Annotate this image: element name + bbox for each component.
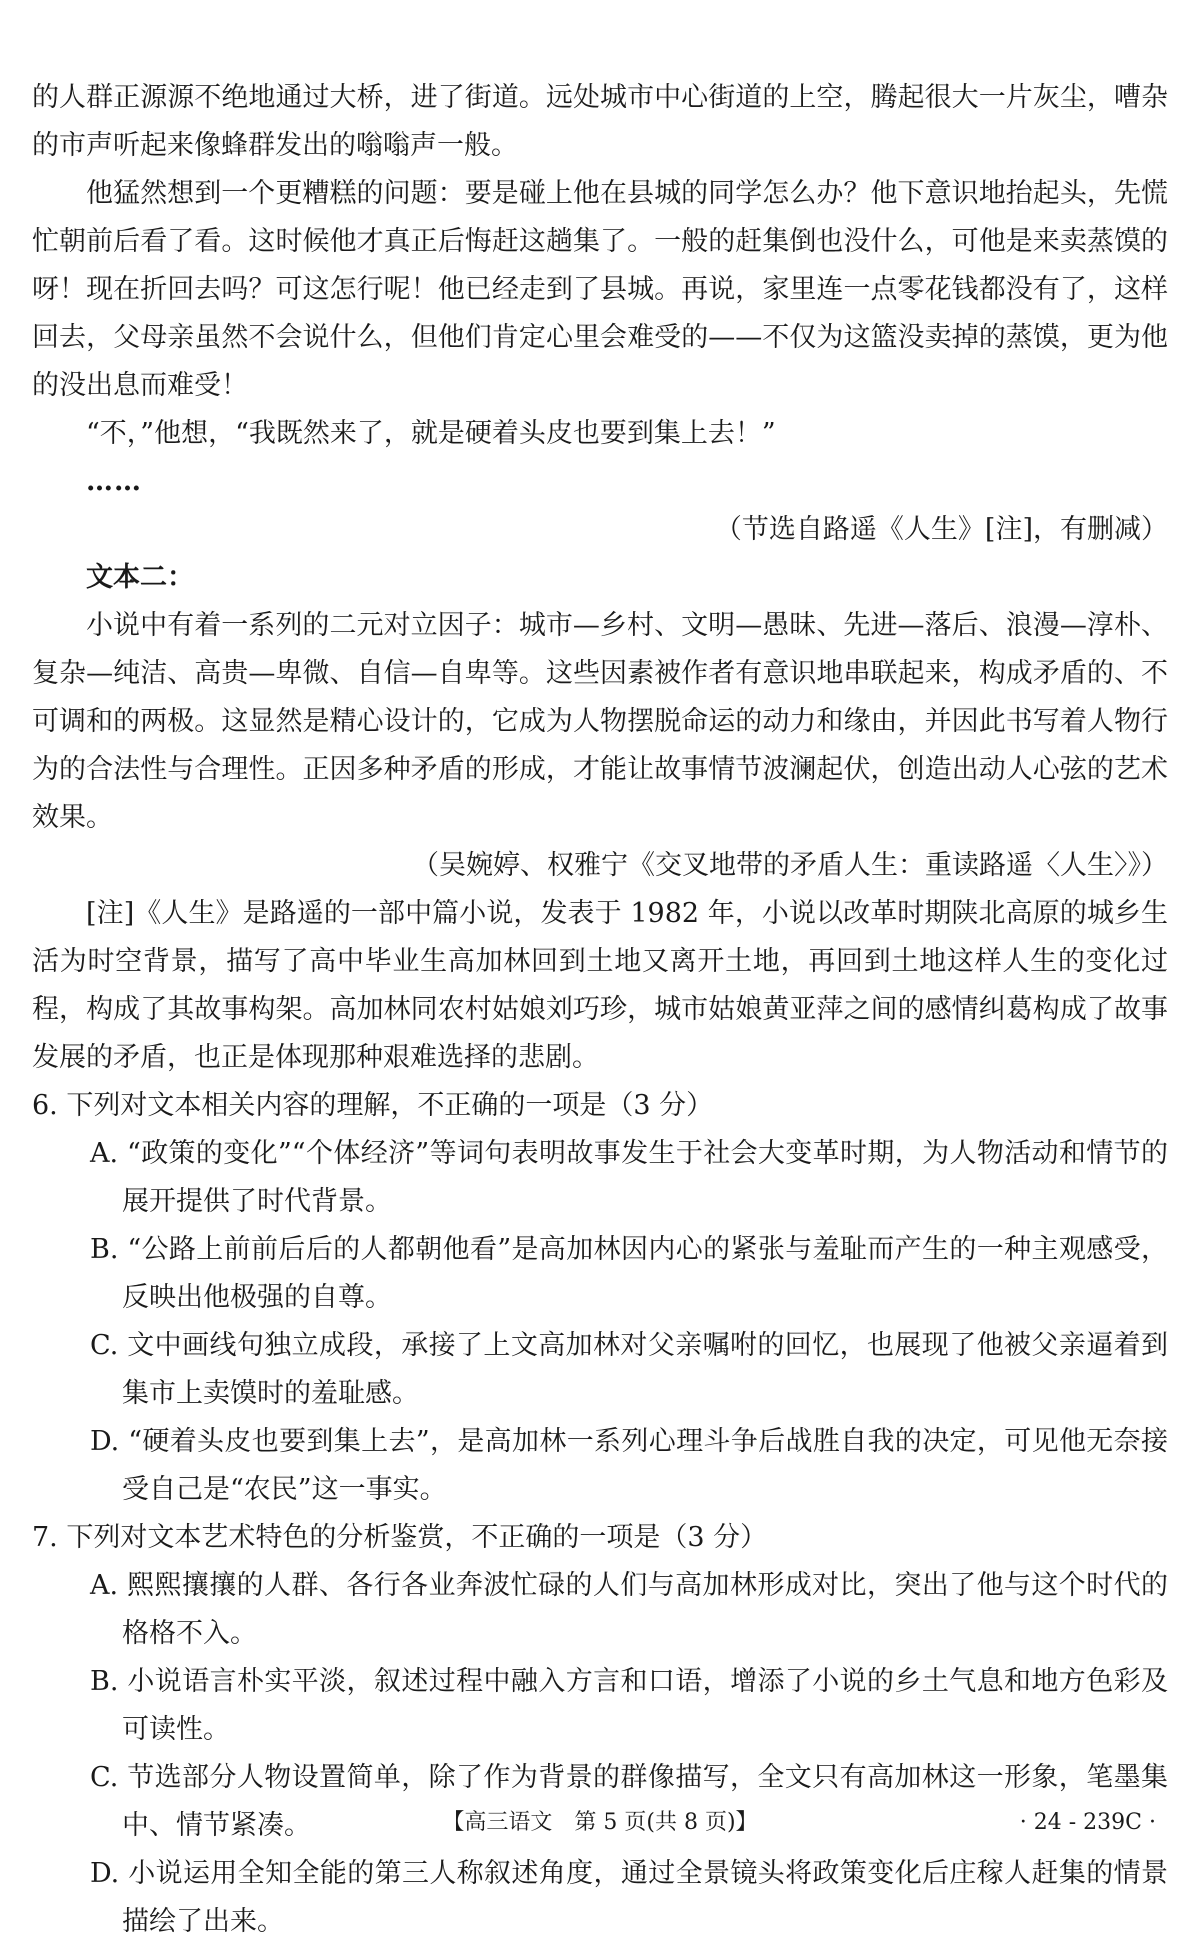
text2-heading: 文本二：	[86, 562, 194, 593]
passage-paragraph-3: “不，”他想，“我既然来了，就是硬着头皮也要到集上去！”	[86, 418, 776, 449]
question-6	[32, 1082, 1168, 1514]
passage-paragraph-2: 他猛然想到一个更糟糕的问题：要是碰上他在县城的同学怎么办？他下意识地抬起头，先慌忙朝前后看了看。这时候他才真正后悔赶这趟集了。一般的赶集倒也没什么，可他是来卖蒸馍的呀！现在折回去吗？可这怎行呢！他已经走到了县城。再说，家里连一点零花钱都没有了，这样回去，父母亲虽然不会说什么，但他们肯定心里会难受的——不仅为这篮没卖掉的蒸馍，更为他的没出息而难受！	[32, 178, 1168, 401]
question-6-stem: 6. 下列对文本相关内容的理解，不正确的一项是（3 分）	[32, 1090, 714, 1121]
page-footer	[0, 1803, 1200, 1843]
passage-paragraph-1: 的人群正源源不绝地通过大桥，进了街道。远处城市中心街道的上空，腾起很大一片灰尘，嘈杂的市声听起来像蜂群发出的嗡嗡声一般。	[32, 82, 1168, 161]
question-7-option-c: C. 节选部分人物设置简单，除了作为背景的群像描写，全文只有高加林这一形象，笔墨集中、情节紧凑。	[90, 1762, 1168, 1841]
question-7	[32, 1514, 1168, 1946]
exam-page	[32, 74, 1168, 1946]
text2-body: 小说中有着一系列的二元对立因子：城市—乡村、文明—愚昧、先进—落后、浪漫—淳朴、复杂—纯洁、高贵—卑微、自信—自卑等。这些因素被作者有意识地串联起来，构成矛盾的、不可调和的两极。这显然是精心设计的，它成为人物摆脱命运的动力和缘由，并因此书写着人物行为的合法性与合理性。正因多种矛盾的形成，才能让故事情节波澜起伏，创造出动人心弦的艺术效果。	[32, 610, 1168, 833]
question-7-option-a: A. 熙熙攘攘的人群、各行各业奔波忙碌的人们与高加林形成对比，突出了他与这个时代的格格不入。	[90, 1570, 1168, 1649]
question-7-option-d: D. 小说运用全知全能的第三人称叙述角度，通过全景镜头将政策变化后庄稼人赶集的情景描绘了出来。	[90, 1858, 1168, 1937]
passage-source: （节选自路遥《人生》[注]，有删减）	[714, 514, 1168, 545]
question-6-option-c: C. 文中画线句独立成段，承接了上文高加林对父亲嘱咐的回忆，也展现了他被父亲逼着到集市上卖馍时的羞耻感。	[90, 1330, 1168, 1409]
question-7-option-b: B. 小说语言朴实平淡，叙述过程中融入方言和口语，增添了小说的乡土气息和地方色彩及可读性。	[90, 1666, 1168, 1745]
question-6-option-d: D. “硬着头皮也要到集上去”，是高加林一系列心理斗争后战胜自我的决定，可见他无奈接受自己是“农民”这一事实。	[90, 1426, 1168, 1505]
footnote: [注]《人生》是路遥的一部中篇小说，发表于 1982 年，小说以改革时期陕北高原的城乡生活为时空背景，描写了高中毕业生高加林回到土地又离开土地，再回到土地这样人生的变化过程，构成了其故事构架。高加林同农村姑娘刘巧珍，城市姑娘黄亚萍之间的感情纠葛构成了故事发展的矛盾，也正是体现那种艰难选择的悲剧。	[32, 898, 1168, 1073]
question-6-option-a: A. “政策的变化”“个体经济”等词句表明故事发生于社会大变革时期，为人物活动和情节的展开提供了时代背景。	[90, 1138, 1168, 1217]
footer-exam-code: · 24 - 239C ·	[1019, 1810, 1156, 1835]
passage-ellipsis: ……	[86, 466, 142, 497]
text2-source: （吴婉婷、权雅宁《交叉地带的矛盾人生：重读路遥〈人生〉》）	[412, 850, 1168, 881]
question-6-option-b: B. “公路上前前后后的人都朝他看”是高加林因内心的紧张与羞耻而产生的一种主观感受，反映出他极强的自尊。	[90, 1234, 1168, 1313]
footer-page-info: 【高三语文 第 5 页(共 8 页)】	[442, 1810, 758, 1835]
question-7-stem: 7. 下列对文本艺术特色的分析鉴赏，不正确的一项是（3 分）	[32, 1522, 768, 1553]
